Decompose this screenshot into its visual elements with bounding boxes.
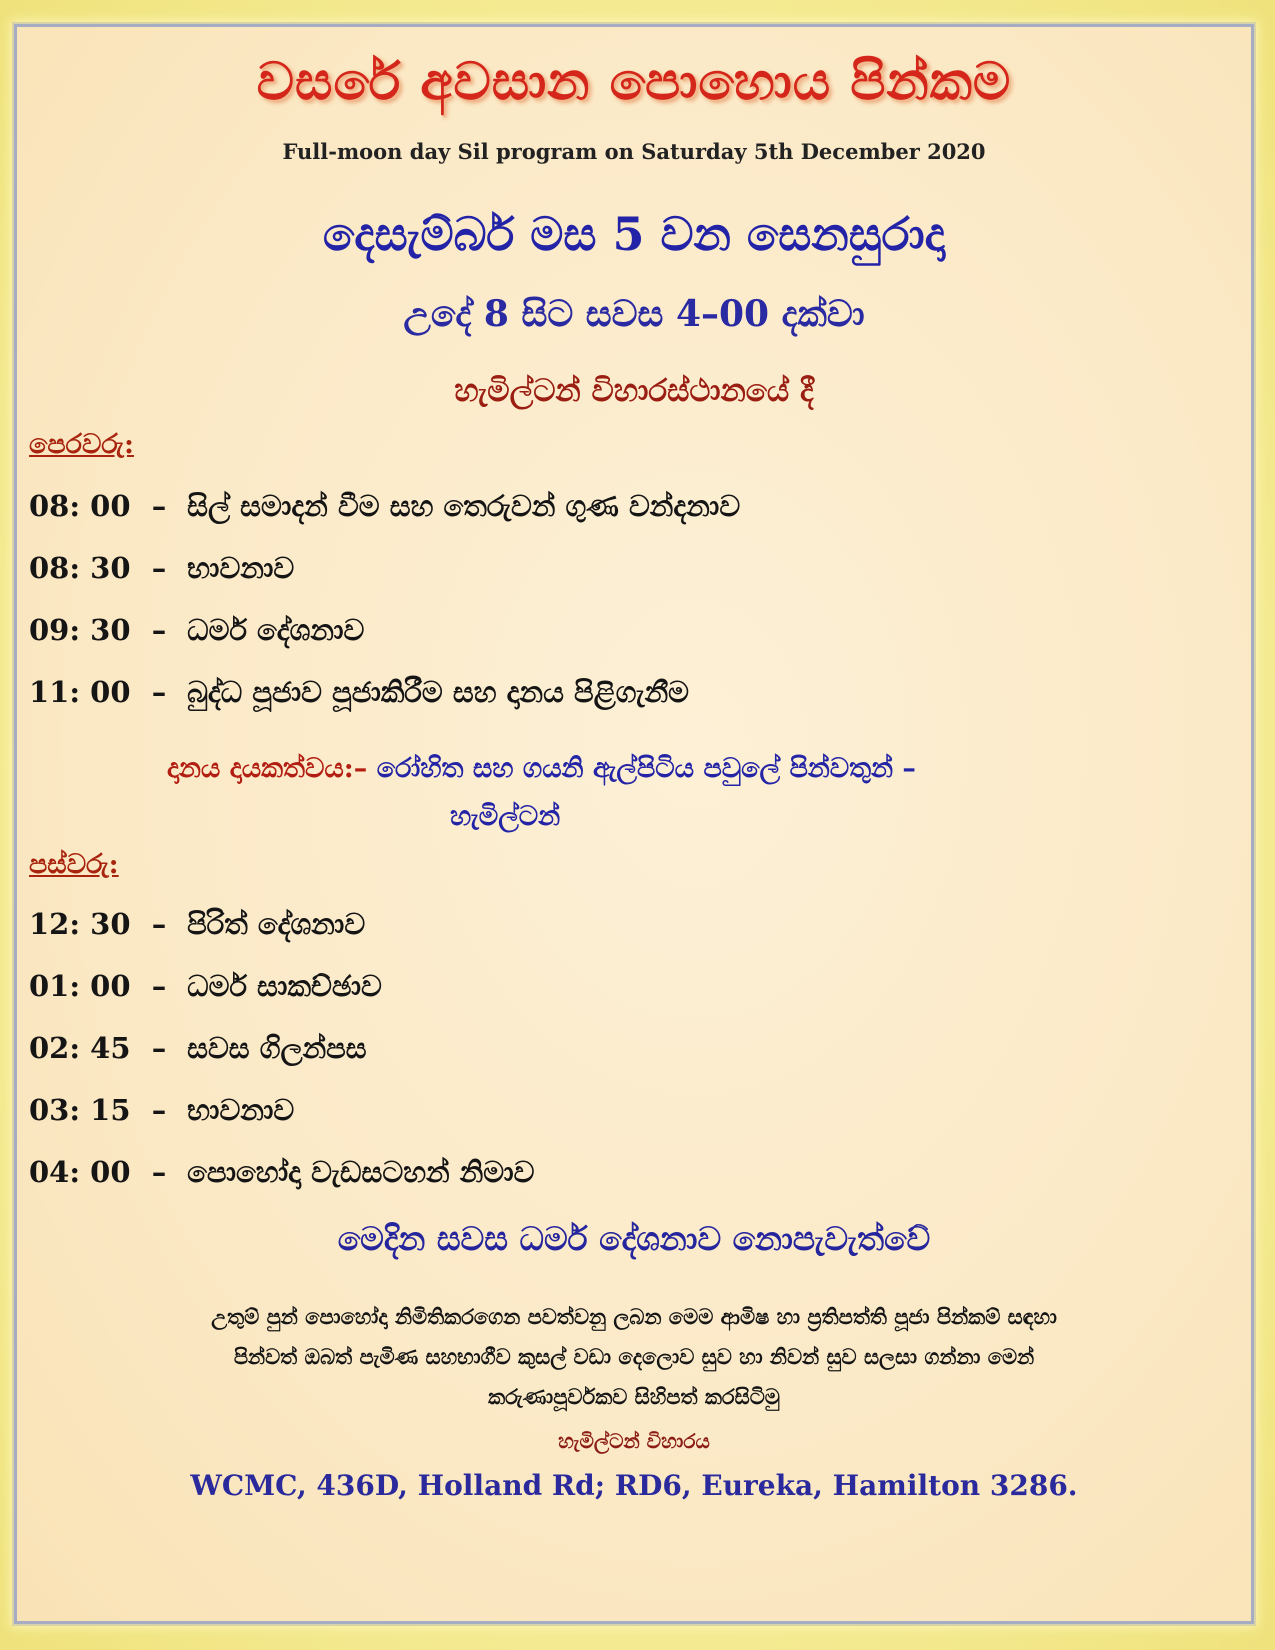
schedule-time: 03: 15	[29, 1093, 131, 1127]
schedule-item	[29, 969, 382, 1004]
schedule-activity: සවස ගිලන්පස	[187, 1031, 367, 1065]
schedule-activity: බුද්ධ පූජාව පූජාකිරීම සහ දානය පිළිගැනීම	[187, 675, 690, 709]
event-time: උදේ 8 සිට සවස 4–00 දක්වා	[403, 293, 865, 335]
schedule-time: 08: 00	[29, 489, 131, 523]
schedule-time: 08: 30	[29, 551, 131, 585]
event-date: දෙසැම්බර් මස 5 වන සෙනසුරාදා	[322, 207, 946, 261]
schedule-item	[29, 1093, 294, 1128]
schedule-time: 04: 00	[29, 1155, 131, 1189]
english-subtitle: Full-moon day Sil program on Saturday 5th December 2020	[282, 139, 986, 164]
main-title: වසරේ අවසාන පොහොය පින්කම	[256, 51, 1012, 112]
schedule-activity: ධර්ම දේශනාව	[187, 613, 365, 647]
flyer-page	[14, 24, 1254, 1624]
dana-sponsor-name: රෝහිත සහ ගයනි ඇල්පිටිය පවුලේ පින්වතුන් –	[376, 753, 916, 784]
no-evening-sermon-notice: මෙදින සවස ධර්ම දේශනාව නොපැවැත්වේ	[337, 1219, 931, 1258]
schedule-item	[29, 613, 364, 648]
schedule-activity: සිල් සමාදන් වීම සහ තෙරුවන් ගුණ වන්දනාව	[187, 489, 741, 523]
schedule-item	[29, 1155, 535, 1190]
schedule-time: 11: 00	[29, 675, 131, 709]
schedule-time: 02: 45	[29, 1031, 131, 1065]
invitation-line: උතුම් පුන් පොහෝදා නිමිතිකරගෙන පවත්වනු ලබන මෙම ආමිෂ හා ප්‍රතිපත්ති පූජා පින්කම් සඳහා	[211, 1304, 1057, 1329]
vihara-name: හැමිල්ටන් විහාරය	[558, 1429, 710, 1453]
schedule-dash: –	[151, 675, 167, 709]
schedule-dash: –	[151, 1093, 167, 1127]
schedule-item	[29, 489, 740, 524]
schedule-time: 12: 30	[29, 907, 131, 941]
dana-sponsor	[167, 745, 1167, 841]
schedule-dash: –	[151, 551, 167, 585]
event-venue: හැමිල්ටන් විහාරස්ථානයේ දී	[454, 373, 814, 409]
schedule-activity: පොහෝදා වැඩසටහන් නිමාව	[187, 1155, 535, 1189]
schedule-item	[29, 551, 294, 586]
vihara-address: WCMC, 436D, Holland Rd; RD6, Eureka, Hamilton 3286.	[190, 1469, 1078, 1502]
schedule-dash: –	[151, 969, 167, 1003]
schedule-dash: –	[151, 1031, 167, 1065]
schedule-item	[29, 1031, 367, 1066]
invitation-line: පින්වත් ඔබත් පැමිණ සහභාගීව කුසල් වඩා දෙලොව සුව හා නිවන් සුව සලසා ගන්නා මෙන්	[233, 1344, 1035, 1369]
dana-label: දානය දායකත්වය:–	[167, 753, 368, 784]
schedule-dash: –	[151, 489, 167, 523]
schedule-dash: –	[151, 1155, 167, 1189]
schedule-activity: ධර්ම සාකච්ඡාව	[187, 969, 382, 1003]
morning-heading: පෙරවරු:	[29, 429, 134, 460]
schedule-item	[29, 907, 365, 942]
schedule-activity: පිරිත් දේශනාව	[187, 907, 366, 941]
schedule-item	[29, 675, 689, 710]
schedule-activity: භාවනාව	[187, 1093, 295, 1127]
invitation-line: කරුණාපූර්වකව සිහිපත් කරසිටිමු	[488, 1384, 780, 1409]
invitation-text	[47, 1297, 1221, 1417]
schedule-time: 09: 30	[29, 613, 131, 647]
schedule-activity: භාවනාව	[187, 551, 295, 585]
schedule-dash: –	[151, 613, 167, 647]
schedule-time: 01: 00	[29, 969, 131, 1003]
afternoon-heading: පස්වරු:	[29, 849, 119, 880]
schedule-dash: –	[151, 907, 167, 941]
dana-sponsor-location: හැමිල්ටන්	[450, 801, 561, 832]
